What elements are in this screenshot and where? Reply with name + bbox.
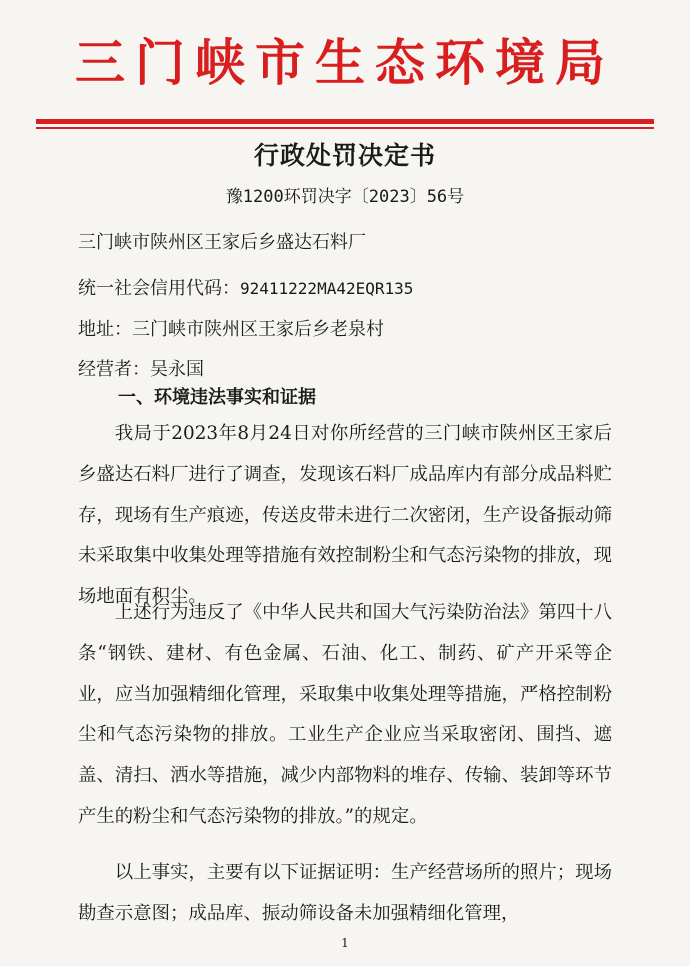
body-paragraph: 上述行为违反了《中华人民共和国大气污染防治法》第四十八条“钢铁、建材、有色金属、石油、化工、制药、矿产开采等企业，应当加强精细化管理，采取集中收集处理等措施，严格控制粉尘和气态污染物的排放。工业生产企业应当采取密闭、围挡、遮盖、清扫、洒水等措施，减少内部物料的堆存、传输、装卸等环节产生的粉尘和气态污染物的排放。”的规定。 [78, 602, 612, 827]
page-number: 1 [341, 936, 349, 950]
section-heading-facts: 一、环境违法事实和证据 [118, 387, 316, 408]
address-line [78, 316, 384, 344]
agency-masthead: 三门峡市生态环境局 [75, 34, 615, 92]
body-paragraph: 我局于2023年8月24日对你所经营的三门峡市陕州区王家后乡盛达石料厂进行了调查，发现该石料厂成品库内有部分成品料贮存，现场有生产痕迹，传送皮带未进行二次密闭，生产设备振动筛未采取集中收集处理等措施有效控制粉尘和气态污染物的排放，现场地面有积尘。 [78, 423, 612, 608]
masthead-divider-thick [36, 119, 654, 124]
document-number: 豫1200环罚决字〔2023〕56号 [225, 187, 465, 207]
credit-code-label: 统一社会信用代码： [78, 278, 240, 299]
credit-code-line [78, 275, 413, 303]
operator-value: 吴永国 [150, 359, 204, 380]
document-title: 行政处罚决定书 [253, 141, 436, 170]
masthead-divider-thin [36, 127, 654, 129]
operator-label: 经营者： [78, 359, 150, 380]
credit-code-value: 92411222MA42EQR135 [240, 279, 414, 298]
address-value: 三门峡市陕州区王家后乡老泉村 [132, 319, 384, 340]
address-label: 地址： [78, 319, 132, 340]
party-name: 三门峡市陕州区王家后乡盛达石料厂 [78, 232, 366, 253]
body-paragraph: 以上事实，主要有以下证据证明：生产经营场所的照片；现场勘查示意图；成品库、振动筛设备未加强精细化管理， [78, 862, 612, 924]
operator-line [78, 356, 204, 384]
